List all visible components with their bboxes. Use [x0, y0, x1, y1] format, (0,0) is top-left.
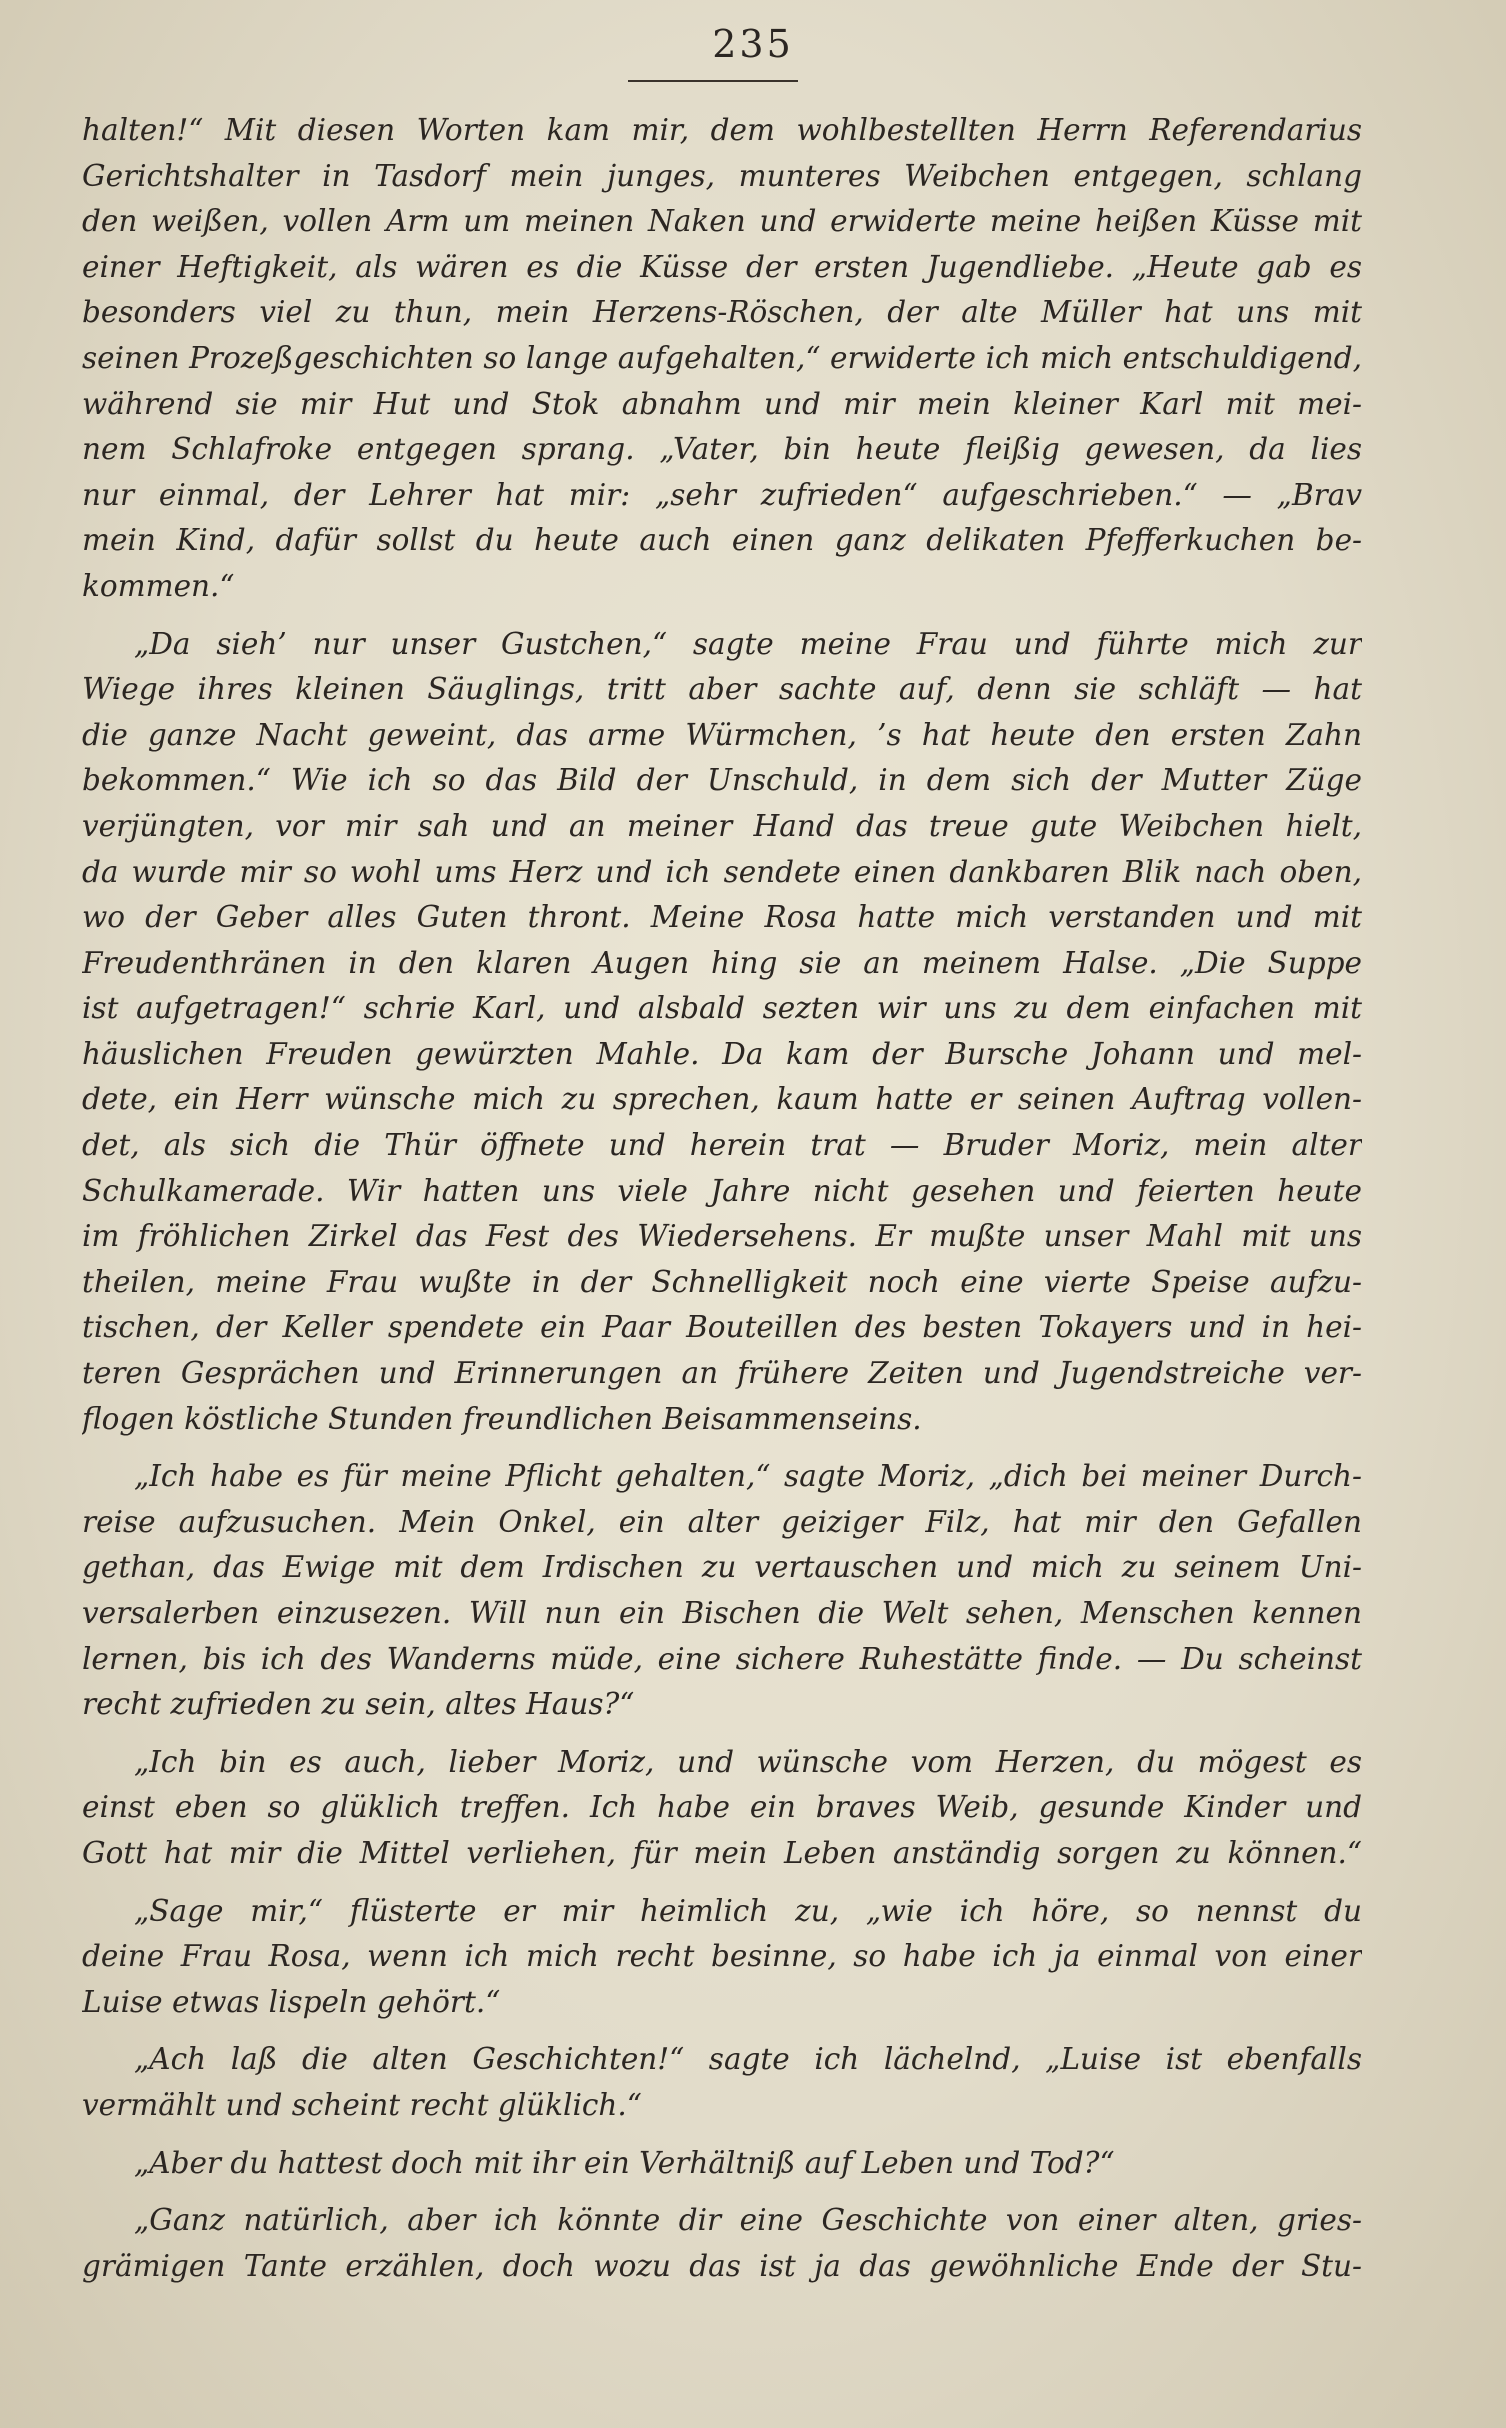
- paragraph: [82, 1454, 1362, 1728]
- text-line: ist aufgetragen!“ schrie Karl, und alsbald sezten wir uns zu dem einfachen mit: [82, 991, 1362, 1026]
- paragraph-gap: [82, 2186, 1362, 2198]
- text-line: grämigen Tante erzählen, doch wozu das ist ja das gewöhnliche Ende der Stu-: [82, 2248, 1362, 2283]
- text-line: kommen.“: [82, 568, 235, 603]
- text-line: „Ach laß die alten Geschichten!“ sagte ich lächelnd, „Luise ist ebenfalls: [134, 2042, 1362, 2077]
- text-line: lernen, bis ich des Wanderns müde, eine sichere Ruhestätte finde. — Du scheinst: [82, 1641, 1362, 1676]
- text-line: „Ich bin es auch, lieber Moriz, und wünsche vom Herzen, du mögest es: [134, 1744, 1362, 1779]
- text-line: Luise etwas lispeln gehört.“: [82, 1984, 501, 2019]
- paragraph-gap: [82, 610, 1362, 622]
- page-number: 235: [712, 22, 794, 66]
- paragraph-gap: [82, 2025, 1362, 2037]
- paragraph: [82, 2141, 1362, 2187]
- text-line: flogen köstliche Stunden freundlichen Beisammenseins.: [82, 1401, 922, 1436]
- text-line: „Ich habe es für meine Pflicht gehalten,“ sagte Moriz, „dich bei meiner Durch-: [134, 1459, 1362, 1494]
- text-line: wo der Geber alles Guten thront. Meine Rosa hatte mich verstanden und mit: [82, 900, 1362, 935]
- text-line: Freudenthränen in den klaren Augen hing sie an meinem Halse. „Die Suppe: [82, 945, 1362, 980]
- text-line: nur einmal, der Lehrer hat mir: „sehr zufrieden“ aufgeschrieben.“ — „Brav: [82, 477, 1362, 512]
- text-line: verjüngten, vor mir sah und an meiner Hand das treue gute Weibchen hielt,: [82, 808, 1362, 843]
- text-line: Wiege ihres kleinen Säuglings, tritt aber sachte auf, denn sie schläft — hat: [82, 672, 1362, 707]
- text-line: häuslichen Freuden gewürzten Mahle. Da kam der Bursche Johann und mel-: [82, 1036, 1362, 1071]
- paragraph-gap: [82, 1877, 1362, 1889]
- paragraph-gap: [82, 1728, 1362, 1740]
- header-rule: [628, 80, 798, 82]
- text-line: nem Schlafroke entgegen sprang. „Vater, bin heute fleißig gewesen, da lies: [82, 432, 1362, 467]
- paragraph: [82, 2037, 1362, 2128]
- text-line: tischen, der Keller spendete ein Paar Bouteillen des besten Tokayers und in hei-: [82, 1310, 1362, 1345]
- body-text: [82, 108, 1362, 2289]
- text-line: besonders viel zu thun, mein Herzens-Röschen, der alte Müller hat uns mit: [82, 295, 1362, 330]
- text-line: Gott hat mir die Mittel verliehen, für mein Leben anständig sorgen zu können.“: [82, 1835, 1362, 1870]
- text-line: den weißen, vollen Arm um meinen Naken und erwiderte meine heißen Küsse mit: [82, 204, 1362, 239]
- paragraph-gap: [82, 2129, 1362, 2141]
- text-line: im fröhlichen Zirkel das Fest des Wiedersehens. Er mußte unser Mahl mit uns: [82, 1219, 1362, 1254]
- text-line: det, als sich die Thür öffnete und herein trat — Bruder Moriz, mein alter: [82, 1128, 1362, 1163]
- text-line: theilen, meine Frau wußte in der Schnelligkeit noch eine vierte Speise aufzu-: [82, 1264, 1362, 1299]
- text-line: recht zufrieden zu sein, altes Haus?“: [82, 1687, 635, 1722]
- paragraph-gap: [82, 1442, 1362, 1454]
- text-line: bekommen.“ Wie ich so das Bild der Unschuld, in dem sich der Mutter Züge: [82, 763, 1362, 798]
- text-line: während sie mir Hut und Stok abnahm und mir mein kleiner Karl mit mei-: [82, 386, 1362, 421]
- text-line: die ganze Nacht geweint, das arme Würmchen, ’s hat heute den ersten Zahn: [82, 717, 1362, 752]
- text-line: Schulkamerade. Wir hatten uns viele Jahre nicht gesehen und feierten heute: [82, 1173, 1362, 1208]
- paragraph: [82, 622, 1362, 1443]
- text-line: da wurde mir so wohl ums Herz und ich sendete einen dankbaren Blik nach oben,: [82, 854, 1362, 889]
- text-line: gethan, das Ewige mit dem Irdischen zu vertauschen und mich zu seinem Uni-: [82, 1550, 1362, 1585]
- text-line: dete, ein Herr wünsche mich zu sprechen, kaum hatte er seinen Auftrag vollen-: [82, 1082, 1362, 1117]
- text-line: deine Frau Rosa, wenn ich mich recht besinne, so habe ich ja einmal von einer: [82, 1939, 1362, 1974]
- text-line: seinen Prozeßgeschichten so lange aufgehalten,“ erwiderte ich mich entschuldigend,: [82, 340, 1362, 375]
- text-line: vermählt und scheint recht glüklich.“: [82, 2087, 642, 2122]
- paragraph: [82, 1740, 1362, 1877]
- text-line: mein Kind, dafür sollst du heute auch einen ganz delikaten Pfefferkuchen be-: [82, 523, 1362, 558]
- text-line: versalerben einzusezen. Will nun ein Bischen die Welt sehen, Menschen kennen: [82, 1596, 1362, 1630]
- text-line: reise aufzusuchen. Mein Onkel, ein alter geiziger Filz, hat mir den Gefallen: [82, 1504, 1362, 1539]
- text-line: einst eben so glüklich treffen. Ich habe ein braves Weib, gesunde Kinder und: [82, 1790, 1362, 1825]
- text-line: Gerichtshalter in Tasdorf mein junges, munteres Weibchen entgegen, schlang: [82, 158, 1362, 193]
- text-line: „Da sieh’ nur unser Gustchen,“ sagte meine Frau und führte mich zur: [134, 626, 1362, 661]
- text-line: „Aber du hattest doch mit ihr ein Verhältniß auf Leben und Tod?“: [134, 2145, 1115, 2180]
- paragraph: [82, 108, 1362, 610]
- paragraph: [82, 1889, 1362, 2026]
- text-line: „Sage mir,“ flüsterte er mir heimlich zu, „wie ich höre, so nennst du: [134, 1893, 1362, 1928]
- text-line: „Ganz natürlich, aber ich könnte dir eine Geschichte von einer alten, gries-: [134, 2203, 1362, 2238]
- text-line: einer Heftigkeit, als wären es die Küsse der ersten Jugendliebe. „Heute gab es: [82, 249, 1362, 284]
- text-line: halten!“ Mit diesen Worten kam mir, dem wohlbestellten Herrn Referendarius: [82, 113, 1362, 147]
- text-line: teren Gesprächen und Erinnerungen an frühere Zeiten und Jugendstreiche ver-: [82, 1356, 1362, 1391]
- paragraph: [82, 2198, 1362, 2289]
